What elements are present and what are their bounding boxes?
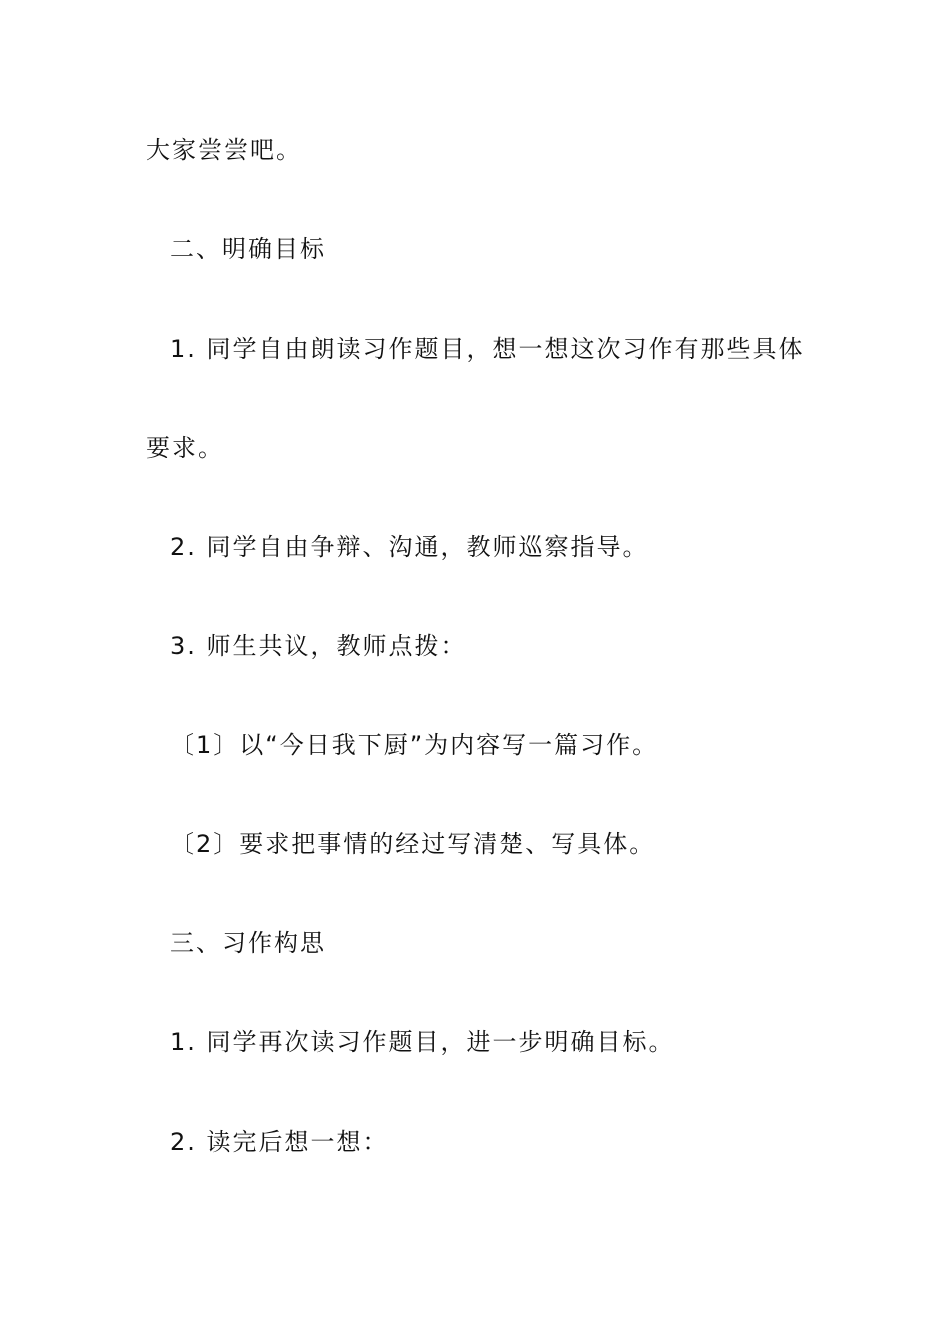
list-item-1b: 1. 同学再次读习作题目，进一步明确目标。	[170, 1028, 675, 1056]
sub-item-1: 〔1〕以“今日我下厨”为内容写一篇习作。	[170, 731, 659, 759]
list-item-1-continuation: 要求。	[146, 434, 224, 462]
list-item-2: 2. 同学自由争辩、沟通，教师巡察指导。	[170, 533, 649, 561]
section-heading-3: 三、习作构思	[170, 929, 326, 957]
paragraph-continuation: 大家尝尝吧。	[146, 136, 302, 164]
list-item-1: 1. 同学自由朗读习作题目，想一想这次习作有那些具体	[170, 335, 805, 363]
list-item-3: 3. 师生共议，教师点拨：	[170, 632, 467, 660]
list-item-2b: 2. 读完后想一想：	[170, 1128, 389, 1156]
section-heading-2: 二、明确目标	[170, 235, 326, 263]
sub-item-2: 〔2〕要求把事情的经过写清楚、写具体。	[170, 830, 656, 858]
